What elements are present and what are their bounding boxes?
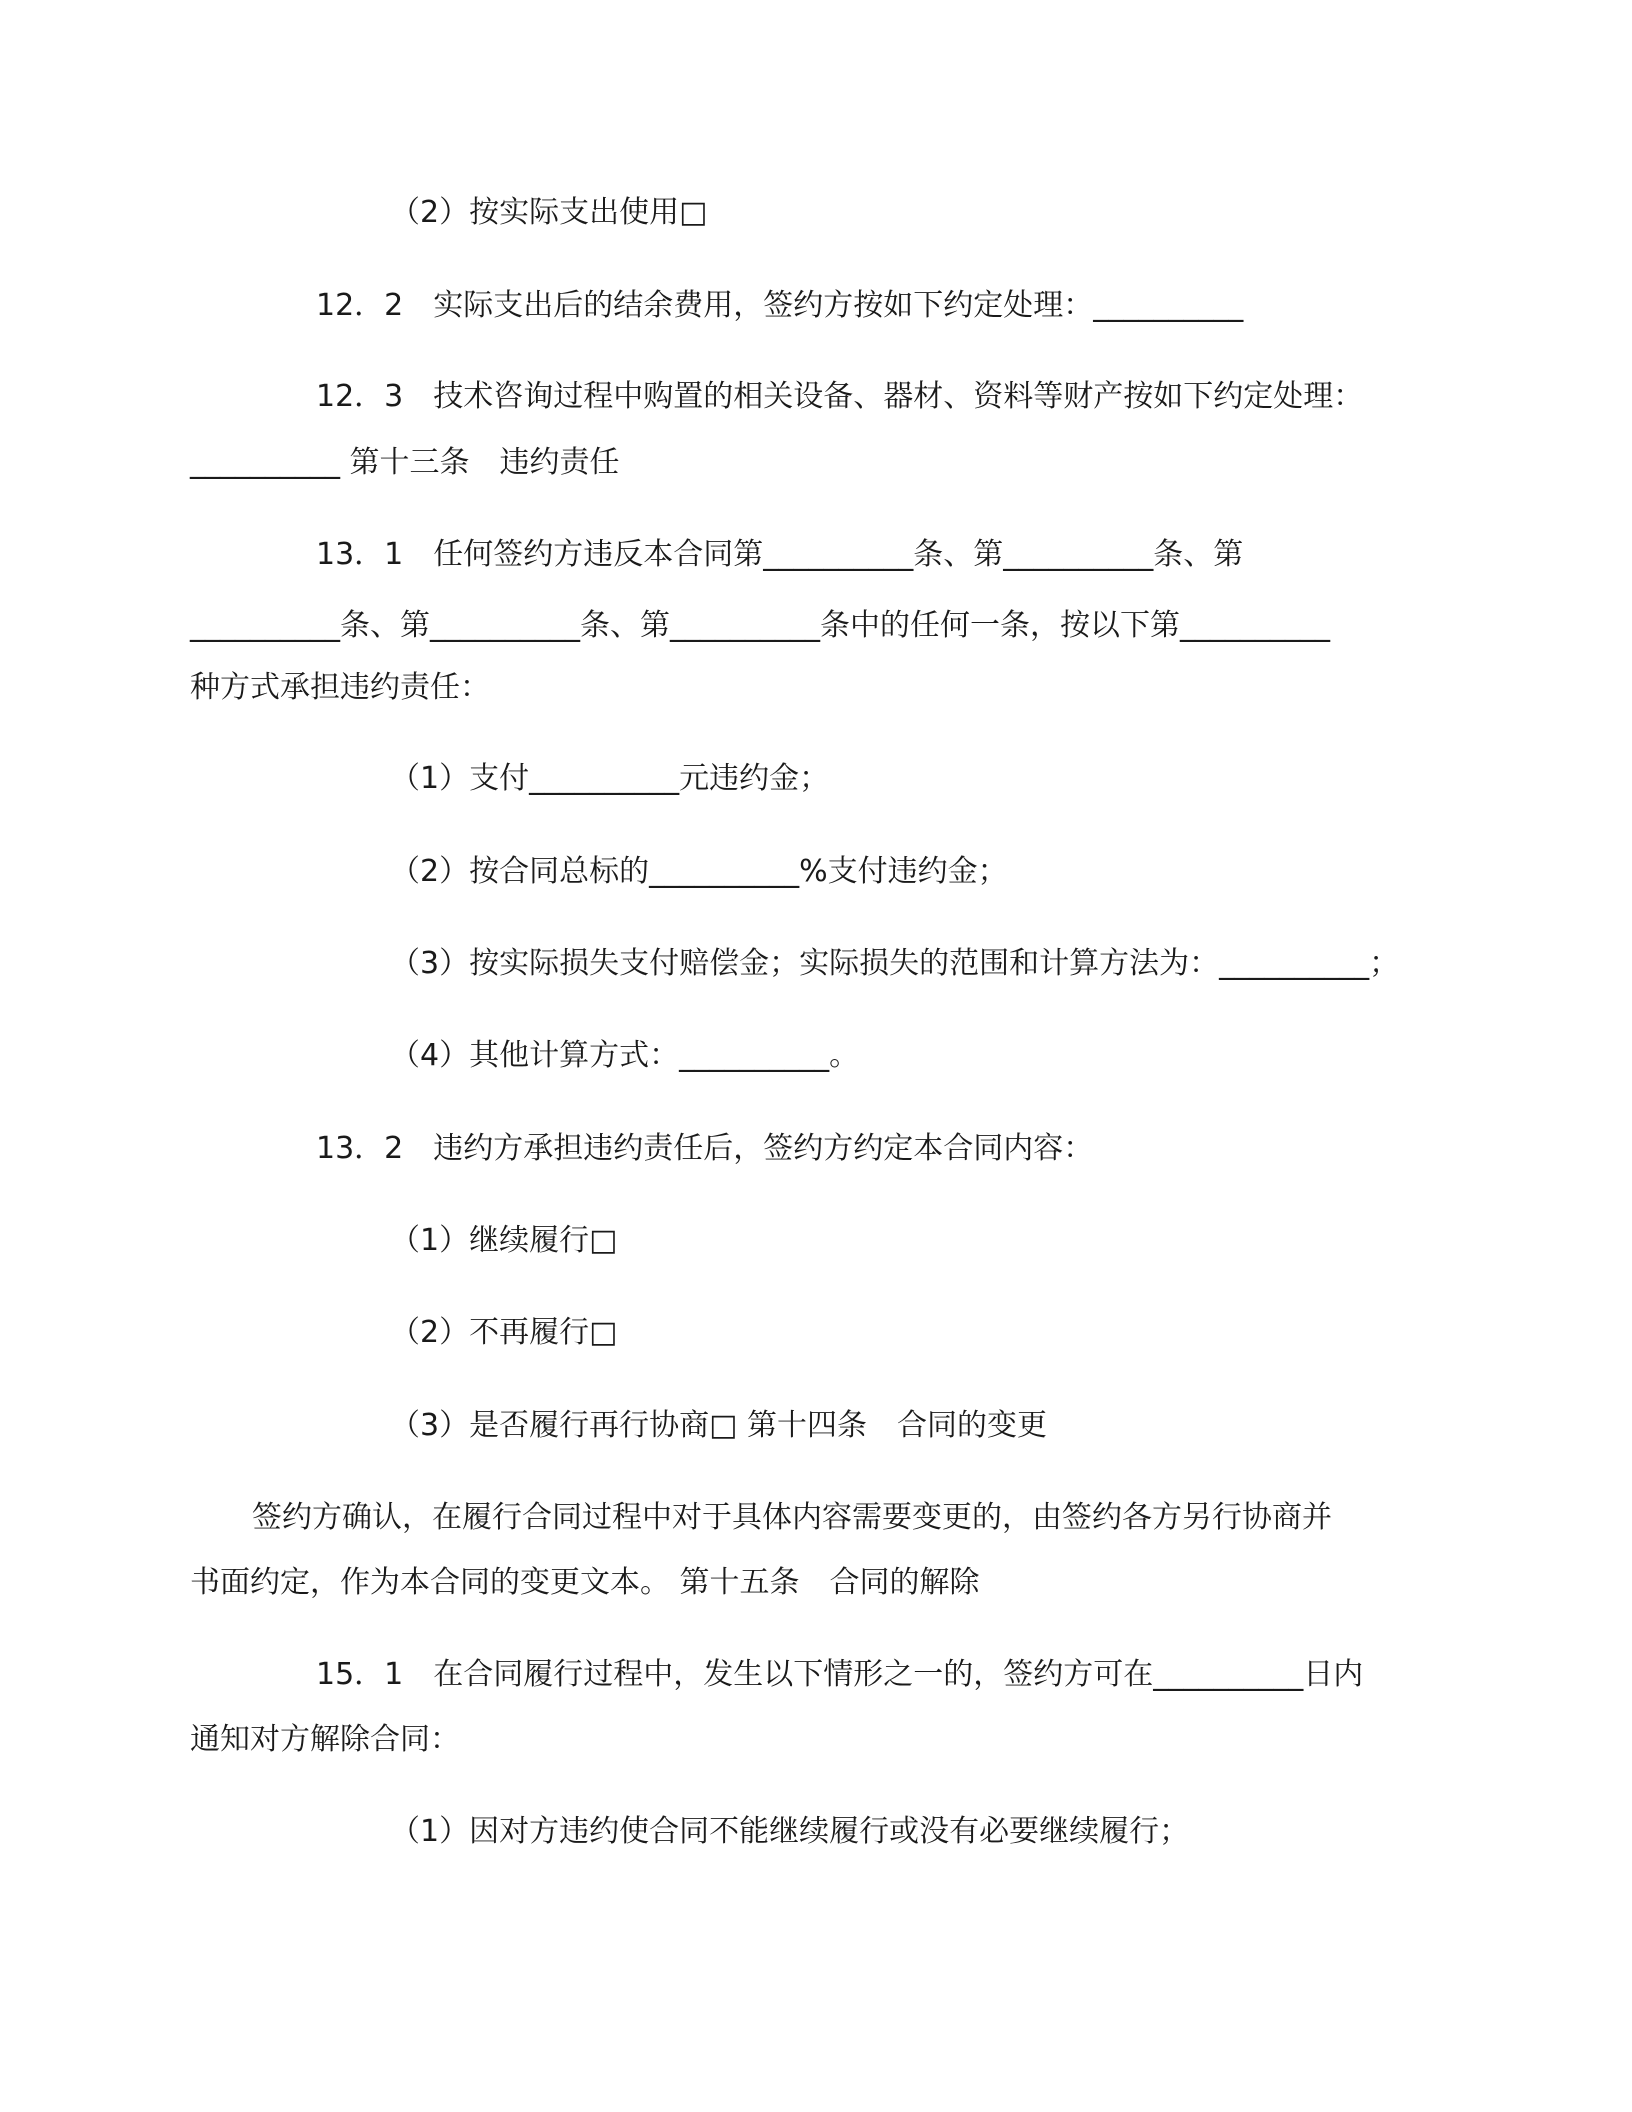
text-line: __________ 第十三条 违约责任 [190,445,620,480]
text-line: （1）因对方违约使合同不能继续履行或没有必要继续履行； [390,1814,1190,1849]
text-line: （2）按合同总标的__________%支付违约金； [390,854,1008,889]
text-line: （1）继续履行□ [390,1223,618,1258]
text-line: 12．3 技术咨询过程中购置的相关设备、器材、资料等财产按如下约定处理： [316,379,1364,414]
text-line: __________条、第__________条、第__________条中的任何一条，按以下第__________ [190,608,1330,643]
text-line: （3）按实际损失支付赔偿金；实际损失的范围和计算方法为：__________； [390,946,1400,981]
text-line: 13．2 违约方承担违约责任后，签约方约定本合同内容： [316,1131,1094,1166]
text-line: 种方式承担违约责任： [190,670,490,705]
text-line: （2）不再履行□ [390,1315,618,1350]
text-line: 签约方确认，在履行合同过程中对于具体内容需要变更的，由签约各方另行协商并 [252,1500,1332,1535]
text-line: （4）其他计算方式：__________。 [390,1038,860,1073]
text-line: 通知对方解除合同： [190,1722,460,1757]
text-line: 书面约定，作为本合同的变更文本。 第十五条 合同的解除 [190,1565,980,1600]
text-line: 13．1 任何签约方违反本合同第__________条、第__________条、第 [316,537,1244,572]
text-line: （2）按实际支出使用□ [390,195,708,230]
text-line: （1）支付__________元违约金； [390,761,830,796]
text-line: （3）是否履行再行协商□ 第十四条 合同的变更 [390,1408,1047,1443]
text-line: 15．1 在合同履行过程中，发生以下情形之一的，签约方可在__________日内 [316,1657,1364,1692]
text-line: 12．2 实际支出后的结余费用，签约方按如下约定处理：__________ [316,288,1244,323]
